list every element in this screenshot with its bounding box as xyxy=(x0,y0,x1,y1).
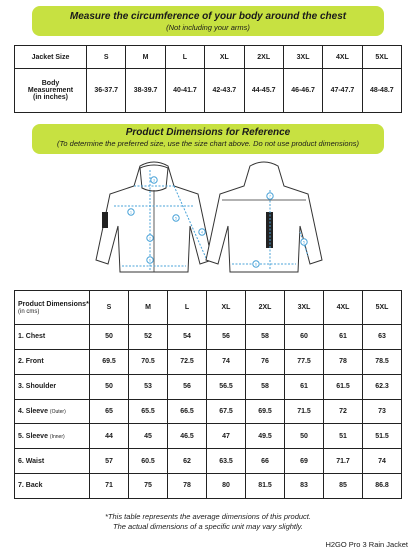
dimensions-banner xyxy=(32,124,384,154)
dimension-value: 78 xyxy=(324,349,363,374)
dimension-value: 69.5 xyxy=(90,349,129,374)
size-header: XL xyxy=(205,46,244,69)
dimension-row-label: 7. Back xyxy=(15,474,90,499)
dimension-value: 66.5 xyxy=(168,399,207,424)
dimension-value: 60 xyxy=(285,325,324,350)
size-header: 5XL xyxy=(362,46,401,69)
size-header: 4XL xyxy=(324,291,363,325)
size-header: M xyxy=(129,291,168,325)
dimension-value: 76 xyxy=(246,349,285,374)
dimension-row xyxy=(15,349,402,374)
dimension-value: 69.5 xyxy=(246,399,285,424)
size-header: 2XL xyxy=(246,291,285,325)
dimension-value: 45 xyxy=(129,424,168,449)
dimension-row xyxy=(15,474,402,499)
dimension-value: 63.5 xyxy=(207,449,246,474)
dimension-value: 44 xyxy=(90,424,129,449)
dimension-row-label: 4. Sleeve (Outer) xyxy=(15,399,90,424)
dimension-value: 56.5 xyxy=(207,374,246,399)
body-measurement-value: 36-37.7 xyxy=(87,69,126,113)
dimension-value: 86.8 xyxy=(363,474,402,499)
dimension-value: 65.5 xyxy=(129,399,168,424)
footnote-line1: *This table represents the average dimensions of this product. xyxy=(105,512,311,521)
size-chart-subtitle: (Not including your arms) xyxy=(166,23,250,32)
diagram-marker: 5 xyxy=(175,216,177,221)
dimension-value: 67.5 xyxy=(207,399,246,424)
dimension-value: 85 xyxy=(324,474,363,499)
size-header: M xyxy=(126,46,165,69)
dimension-value: 62 xyxy=(168,449,207,474)
dimension-value: 63 xyxy=(363,325,402,350)
dimension-value: 78.5 xyxy=(363,349,402,374)
size-header: 4XL xyxy=(323,46,362,69)
dimension-row xyxy=(15,424,402,449)
dimensions-title: Product Dimensions for Reference xyxy=(125,127,291,138)
size-header: L xyxy=(165,46,204,69)
dimensions-subtitle: (To determine the preferred size, use the size chart above. Do not use product dimensions) xyxy=(57,139,359,148)
dimension-value: 73 xyxy=(363,399,402,424)
dimension-value: 53 xyxy=(129,374,168,399)
dimension-value: 72 xyxy=(324,399,363,424)
dimension-value: 61 xyxy=(285,374,324,399)
diagram-marker: 7 xyxy=(269,194,271,199)
dimension-value: 54 xyxy=(168,325,207,350)
size-header: S xyxy=(87,46,126,69)
dimension-value: 75 xyxy=(129,474,168,499)
jacket-front-diagram xyxy=(90,160,218,280)
size-chart-table xyxy=(14,45,402,113)
size-header: 5XL xyxy=(363,291,402,325)
body-measurement-value: 40-41.7 xyxy=(165,69,204,113)
dimension-value: 74 xyxy=(207,349,246,374)
dimension-value: 58 xyxy=(246,374,285,399)
dimension-value: 69 xyxy=(285,449,324,474)
dimension-value: 49.5 xyxy=(246,424,285,449)
dimension-value: 65 xyxy=(90,399,129,424)
diagram-marker: 1 xyxy=(130,210,132,215)
footnote-line2: The actual dimensions of a specific unit may vary slightly. xyxy=(113,522,303,531)
diagram-marker: 5 xyxy=(303,240,305,245)
dimension-value: 74 xyxy=(363,449,402,474)
body-measurement-label: Body Measurement (in inches) xyxy=(15,69,87,113)
size-header: 2XL xyxy=(244,46,283,69)
diagram-marker: 6 xyxy=(149,258,151,263)
jacket-back-diagram xyxy=(200,160,328,280)
dimensions-header-label: Product Dimensions* (in cms) xyxy=(15,291,90,325)
dimension-value: 51 xyxy=(324,424,363,449)
dimension-value: 57 xyxy=(90,449,129,474)
size-header: 3XL xyxy=(285,291,324,325)
dimension-value: 56 xyxy=(168,374,207,399)
body-measurement-value: 42-43.7 xyxy=(205,69,244,113)
dimension-value: 72.5 xyxy=(168,349,207,374)
dimension-value: 78 xyxy=(168,474,207,499)
size-header: XL xyxy=(207,291,246,325)
dimension-value: 50 xyxy=(90,374,129,399)
dimension-value: 58 xyxy=(246,325,285,350)
dimensions-unit: (in cms) xyxy=(18,308,40,315)
dimension-row-note: (Outer) xyxy=(49,408,66,415)
dimension-row-note: (Inner) xyxy=(49,433,65,440)
size-chart-title: Measure the circumference of your body around the chest xyxy=(69,11,347,22)
dimension-row xyxy=(15,374,402,399)
diagram-marker: 4 xyxy=(201,230,203,235)
size-header: S xyxy=(90,291,129,325)
dimension-row-label: 3. Shoulder xyxy=(15,374,90,399)
dimension-value: 51.5 xyxy=(363,424,402,449)
dimension-value: 56 xyxy=(207,325,246,350)
dimension-value: 83 xyxy=(285,474,324,499)
dimension-value: 61.5 xyxy=(324,374,363,399)
product-name: H2GO Pro 3 Rain Jacket xyxy=(325,540,408,549)
size-header: L xyxy=(168,291,207,325)
size-chart-banner xyxy=(32,6,384,36)
dimension-value: 77.5 xyxy=(285,349,324,374)
dimension-value: 80 xyxy=(207,474,246,499)
body-measurement-value: 44-45.7 xyxy=(244,69,283,113)
body-measurement-value: 38-39.7 xyxy=(126,69,165,113)
diagram-marker: 3 xyxy=(153,178,155,183)
dimension-value: 50 xyxy=(285,424,324,449)
dimension-value: 70.5 xyxy=(129,349,168,374)
body-measurement-value: 46-46.7 xyxy=(283,69,322,113)
size-header: 3XL xyxy=(283,46,322,69)
dimension-value: 71.7 xyxy=(324,449,363,474)
dimension-row-label: 1. Chest xyxy=(15,325,90,350)
dimensions-table xyxy=(14,290,402,499)
dimension-value: 52 xyxy=(129,325,168,350)
size-chart-header-label: Jacket Size xyxy=(15,46,87,69)
dimension-row xyxy=(15,325,402,350)
dimension-value: 47 xyxy=(207,424,246,449)
dimension-value: 66 xyxy=(246,449,285,474)
dimension-value: 46.5 xyxy=(168,424,207,449)
dimension-row-label: 5. Sleeve (Inner) xyxy=(15,424,90,449)
dimension-value: 60.5 xyxy=(129,449,168,474)
dimension-row-label: 2. Front xyxy=(15,349,90,374)
body-measurement-value: 48-48.7 xyxy=(362,69,401,113)
dimensions-rows xyxy=(15,325,402,499)
dimension-value: 81.5 xyxy=(246,474,285,499)
dimension-row-label: 6. Waist xyxy=(15,449,90,474)
dimension-value: 71 xyxy=(90,474,129,499)
dimension-value: 71.5 xyxy=(285,399,324,424)
body-measurement-value: 47-47.7 xyxy=(323,69,362,113)
dimension-row xyxy=(15,399,402,424)
diagram-marker: 6 xyxy=(255,262,257,267)
diagram-marker: 2 xyxy=(149,236,151,241)
dimension-value: 62.3 xyxy=(363,374,402,399)
dimension-value: 50 xyxy=(90,325,129,350)
dimension-value: 61 xyxy=(324,325,363,350)
dimension-row xyxy=(15,449,402,474)
